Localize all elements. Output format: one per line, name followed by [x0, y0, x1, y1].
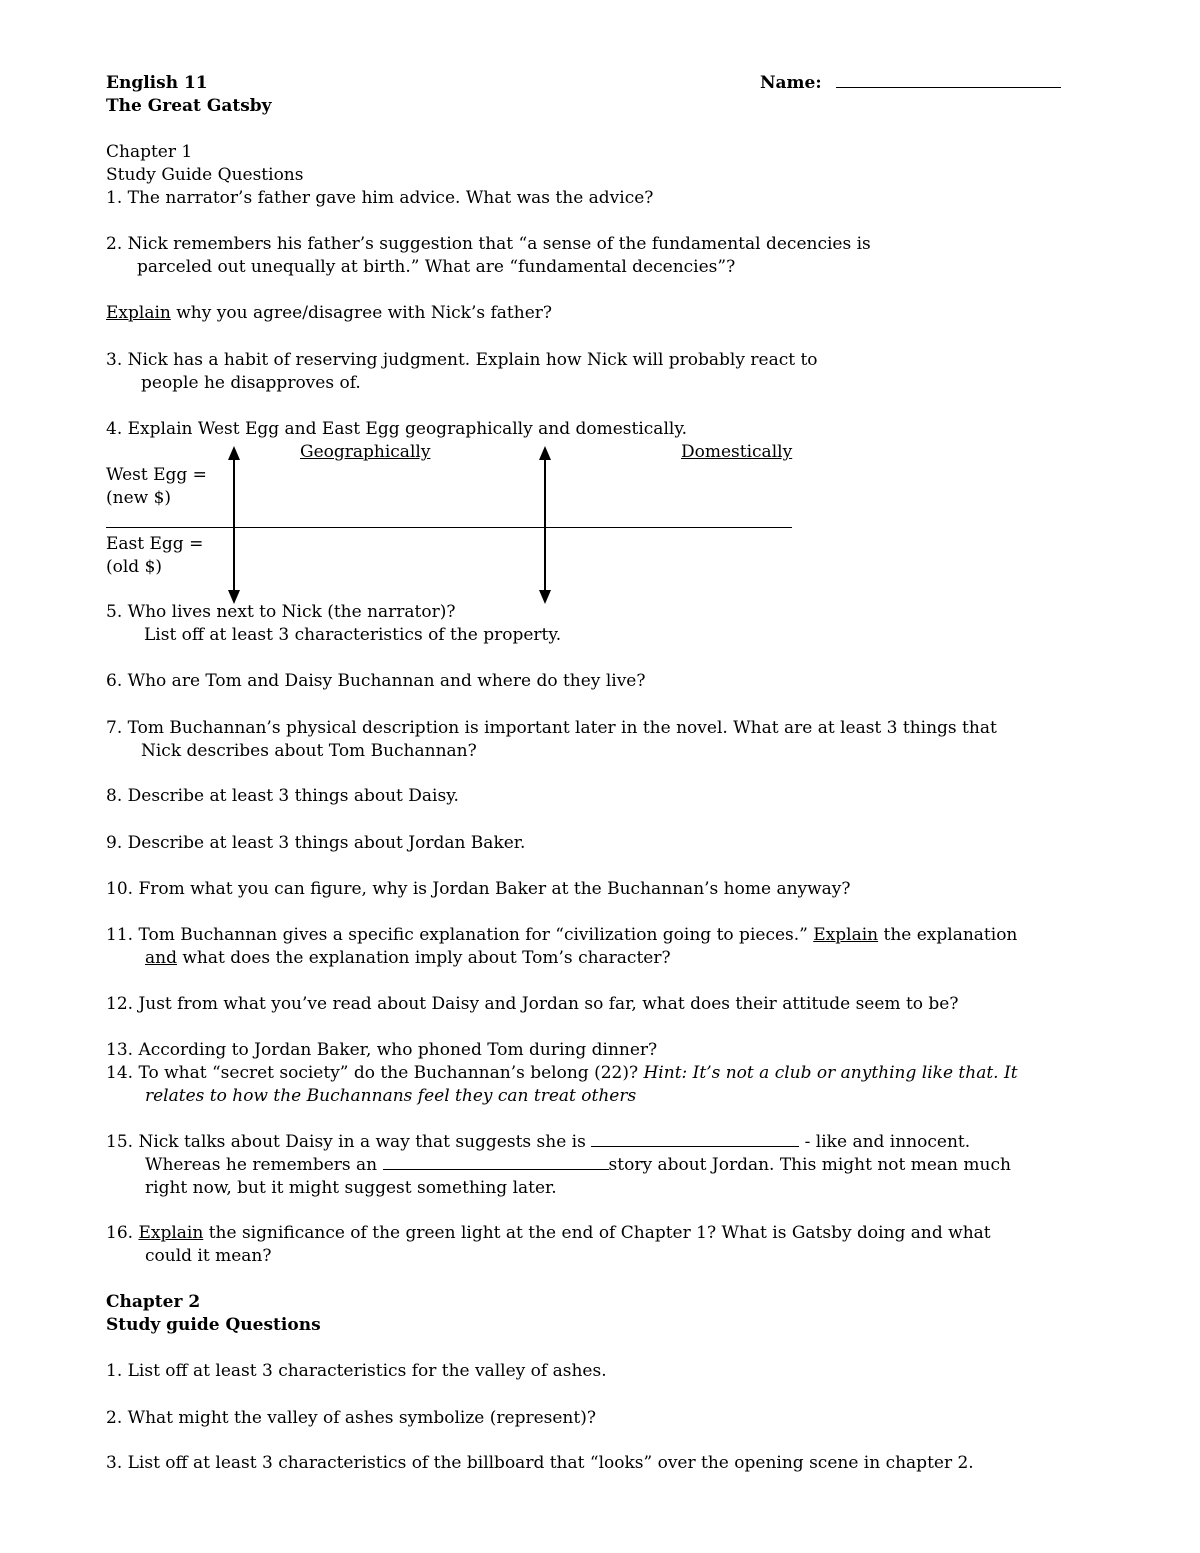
q16-explain-word: Explain — [138, 1223, 204, 1243]
ch1-question-5-line2: List off at least 3 characteristics of the property. — [144, 625, 562, 645]
ch1-question-3-line2: people he disapproves of. — [141, 373, 361, 393]
west-egg-label: West Egg = — [106, 465, 207, 485]
q11-explain-word: Explain — [813, 925, 879, 945]
ch1-question-9: 9. Describe at least 3 things about Jordan Baker. — [106, 833, 526, 853]
q14-text: 14. To what “secret society” do the Buchannan’s belong (22)? — [106, 1063, 644, 1083]
course-title: English 11 — [106, 73, 208, 93]
chapter1-subheading: Study Guide Questions — [106, 165, 304, 185]
chapter2-subheading: Study guide Questions — [106, 1315, 321, 1335]
east-egg-note: (old $) — [106, 557, 163, 577]
ch2-question-3: 3. List off at least 3 characteristics of the billboard that “looks” over the opening scene in chapter 2. — [106, 1453, 974, 1473]
ch1-question-11-line2 — [145, 947, 671, 970]
q14-hint-part1: Hint: It’s not a club or anything like that. It — [643, 1063, 1018, 1083]
q11-text-a: 11. Tom Buchannan gives a specific explanation for “civilization going to pieces.” — [106, 925, 814, 945]
ch1-question-6: 6. Who are Tom and Daisy Buchannan and where do they live? — [106, 671, 646, 691]
book-title: The Great Gatsby — [106, 96, 272, 116]
q15-blank-1[interactable] — [591, 1145, 799, 1147]
ch1-question-11-line1 — [106, 924, 1017, 947]
q15-text-a: 15. Nick talks about Daisy in a way that suggests she is — [106, 1132, 592, 1152]
chapter1-heading: Chapter 1 — [106, 142, 193, 162]
left-double-arrow-icon — [228, 446, 240, 604]
table-arrows — [0, 0, 1200, 700]
ch1-question-5-line1: 5. Who lives next to Nick (the narrator)? — [106, 602, 456, 622]
ch1-question-10: 10. From what you can figure, why is Jordan Baker at the Buchannan’s home anyway? — [106, 879, 851, 899]
ch1-question-4: 4. Explain West Egg and East Egg geographically and domestically. — [106, 419, 688, 439]
ch1-question-2-line1: 2. Nick remembers his father’s suggestion that “a sense of the fundamental decencies is — [106, 234, 871, 254]
q16-text: the significance of the green light at the end of Chapter 1? What is Gatsby doing and what — [203, 1223, 991, 1243]
ch2-question-2: 2. What might the valley of ashes symbolize (represent)? — [106, 1408, 596, 1428]
ch1-question-7-line2: Nick describes about Tom Buchannan? — [141, 741, 477, 761]
q11-text-c: what does the explanation imply about Tom’s character? — [176, 948, 671, 968]
ch1-question-16-line1 — [106, 1222, 991, 1245]
ch2-question-1: 1. List off at least 3 characteristics for the valley of ashes. — [106, 1361, 607, 1381]
explain-word: Explain — [106, 303, 171, 323]
q16-number: 16. — [106, 1223, 139, 1243]
q11-text-b: the explanation — [878, 925, 1018, 945]
q15-text-d: story about Jordan. This might not mean much — [608, 1155, 1011, 1175]
east-egg-label: East Egg = — [106, 534, 204, 554]
q15-text-c: Whereas he remembers an — [145, 1155, 383, 1175]
ch1-question-15-line1 — [106, 1131, 970, 1154]
ch1-question-12: 12. Just from what you’ve read about Daisy and Jordan so far, what does their attitude seem to be? — [106, 994, 959, 1014]
ch1-question-15-line3: right now, but it might suggest something later. — [145, 1178, 557, 1198]
ch1-question-3-line1: 3. Nick has a habit of reserving judgment. Explain how Nick will probably react to — [106, 350, 818, 370]
west-egg-note: (new $) — [106, 488, 172, 508]
column-geographically: Geographically — [300, 442, 431, 462]
chapter2-heading: Chapter 2 — [106, 1292, 201, 1312]
q15-text-b: - like and innocent. — [799, 1132, 971, 1152]
ch1-question-2-line2: parceled out unequally at birth.” What are “fundamental decencies”? — [137, 257, 736, 277]
ch1-question-14-line1 — [106, 1062, 1018, 1085]
q14-hint-part2: relates to how the Buchannans feel they can treat others — [145, 1086, 637, 1106]
ch1-question-15-line2 — [145, 1154, 1011, 1177]
ch1-question-13: 13. According to Jordan Baker, who phoned Tom during dinner? — [106, 1040, 658, 1060]
ch1-question-16-line2: could it mean? — [145, 1246, 272, 1266]
column-domestically: Domestically — [681, 442, 793, 462]
explain-rest: why you agree/disagree with Nick’s father? — [170, 303, 552, 323]
name-label: Name: — [760, 73, 822, 93]
right-double-arrow-icon — [539, 446, 551, 604]
ch1-question-7-line1: 7. Tom Buchannan’s physical description is important later in the novel. What are at least 3 things that — [106, 718, 997, 738]
q11-and-word: and — [145, 948, 177, 968]
ch1-question-8: 8. Describe at least 3 things about Daisy. — [106, 786, 459, 806]
ch1-question-1: 1. The narrator’s father gave him advice. What was the advice? — [106, 188, 654, 208]
q15-blank-2[interactable] — [383, 1168, 609, 1170]
